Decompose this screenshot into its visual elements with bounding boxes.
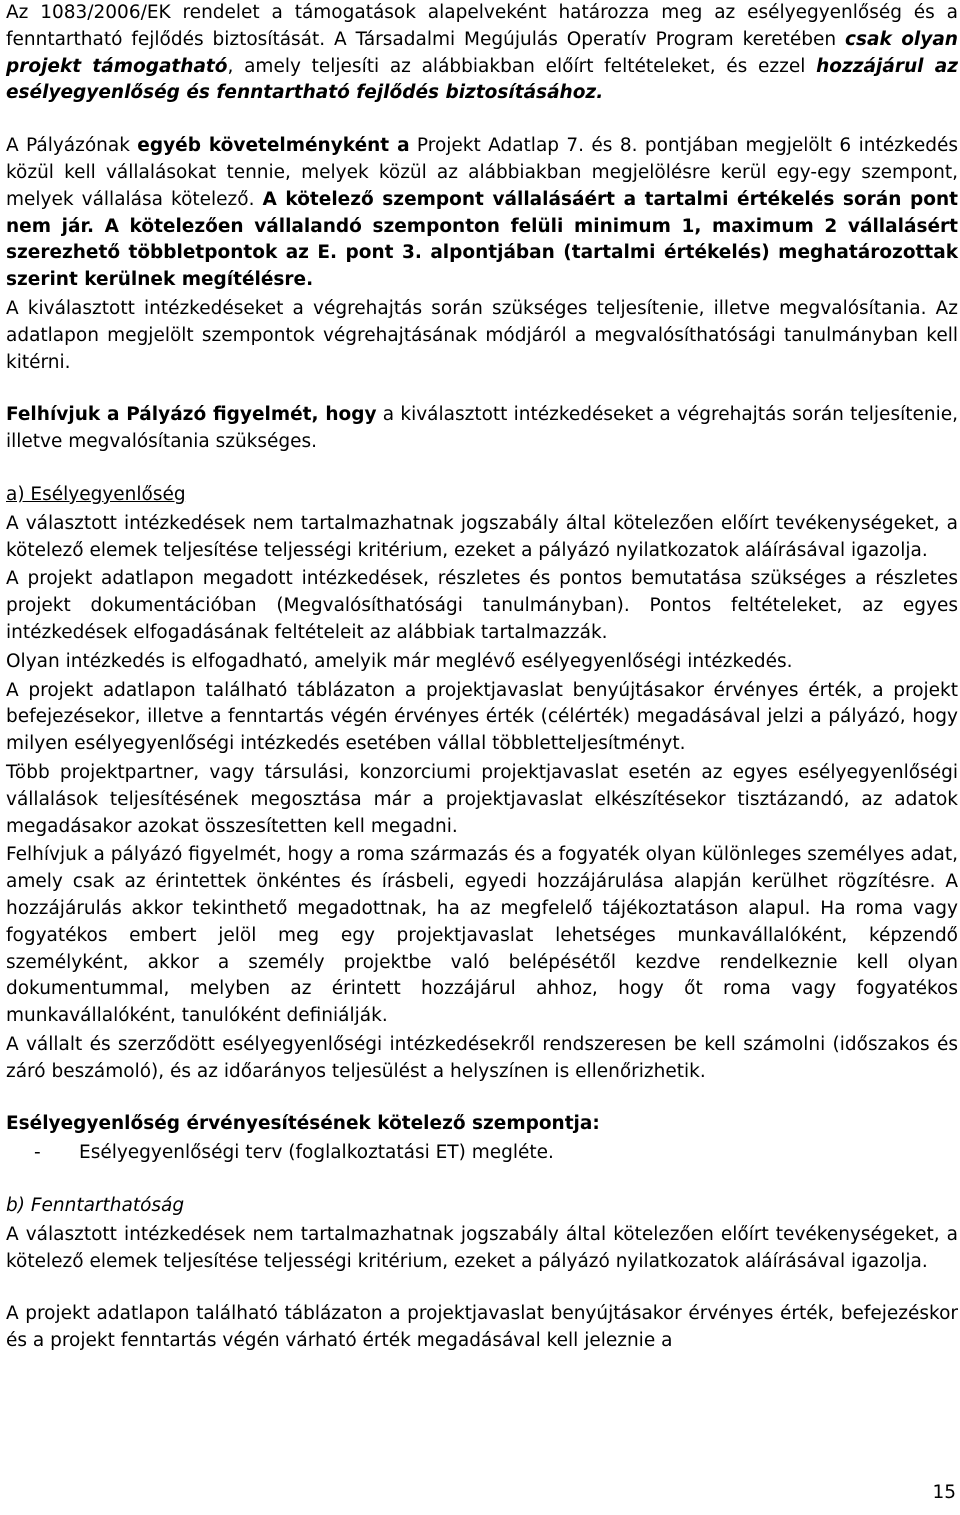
paragraph: A választott intézkedések nem tartalmazhatnak jogszabály által kötelezően előírt tevékenységeket, a kötelező elemek teljesítése teljességi kritérium, ezeket a pályázó nyilatkozatok aláírásával igazolja. [6, 512, 958, 561]
bold-text: A kötelező szempont vállalásáért a tartalmi értékelés során pont nem jár. A kötelezően vállalandó szemponton felüli minimum 1, maximum 2 vállalásért szerezhető többletpontok az E. pont 3. alpontjában (tartalmi értékelés) meghatározottak szerint kerülnek megítélésre. [6, 188, 958, 291]
paragraph-requirements: A Pályázónak egyéb követelményként a Projekt Adatlap 7. és 8. pontjában megjelölt 6 intézkedés közül kell vállalásokat tennie, melyek közül az alábbiakban megjelölésre kerül egy-egy szempont, melyek vállalása kötelező. A kötelező szempont vállalásáért a tartalmi értékelés során pont nem jár. A kötelezően vállalandó szemponton felüli minimum 1, maximum 2 vállalásért szerezhető többletpontok az E. pont 3. alpontjában (tartalmi értékelés) meghatározottak szerint kerülnek megítélésre. [6, 135, 958, 291]
section-heading-equal-opportunity: a) Esélyegyenlőség [6, 483, 186, 505]
paragraph: Olyan intézkedés is elfogadható, amelyik már meglévő esélyegyenlőségi intézkedés. [6, 650, 793, 672]
dash-marker: - [34, 1142, 41, 1164]
bold-text: Felhívjuk a Pályázó figyelmét, hogy [6, 404, 377, 426]
paragraph: Felhívjuk a pályázó figyelmét, hogy a roma származás és a fogyaték olyan különleges személyes adat, amely csak az érintettek önkéntes és írásbeli, egyedi hozzájárulása alapján kerülhet rögzítésre. A hozzájárulás akkor tekinthető megadottnak, ha az megfelelő tájékoztatáson alapul. Ha roma vagy fogyatékos embert jelöl meg egy projektjavaslat lehetséges munkavállalóként, képzendő személyként, akkor a személy projektbe való belépésétől kezdve rendelkeznie kell olyan dokumentummal, melyben az érintett hozzájárul ahhoz, hogy őt roma vagy fogyatékos munkavállalóként, tanulóként definiálják. [6, 844, 958, 1027]
paragraph: Több projektpartner, vagy társulási, konzorciumi projektjavaslat esetén az egyes esélyegyenlőségi vállalások teljesítésének megosztása már a projektjavaslat elkészítésekor tisztázandó, az adatok megadásakor azokat összesítetten kell megadni. [6, 761, 958, 837]
paragraph-attention: Felhívjuk a Pályázó figyelmét, hogy a kiválasztott intézkedéseket a végrehajtás során teljesítenie, illetve megvalósítania szükséges. [6, 404, 958, 453]
page-number: 15 [932, 1482, 956, 1503]
paragraph: A projekt adatlapon található táblázaton a projektjavaslat benyújtásakor érvényes érték, a projekt befejezésekor, illetve a fenntartás végén érvényes érték (célérték) megadásával jelzi a pályázó, hogy milyen esélyegyenlőségi intézkedés esetében vállal többletteljesítményt. [6, 679, 958, 755]
emphasis-text: hozzájárul az esélyegyenlőség és fenntartható fejlődés biztosításához. [6, 55, 958, 104]
section-heading-sustainability: b) Fenntarthatóság [6, 1195, 185, 1217]
paragraph: A vállalt és szerződött esélyegyenlőségi intézkedésekről rendszeresen be kell számolni (időszakos és záró beszámoló), és az időarányos teljesülést a helyszínen is ellenőrizhetik. [6, 1033, 958, 1082]
mandatory-aspect-heading: Esélyegyenlőség érvényesítésének kötelező szempontja: [6, 1113, 600, 1135]
bold-text: egyéb követelményként a [137, 135, 410, 157]
bullet-text: Esélyegyenlőségi terv (foglalkoztatási ET) megléte. [79, 1142, 554, 1164]
paragraph: A projekt adatlapon megadott intézkedések, részletes és pontos bemutatása szükséges a részletes projekt dokumentációban (Megvalósíthatósági tanulmányban). Pontos feltételeket, az egyes intézkedések elfogadásának feltételeit az alábbiak tartalmazzák. [6, 568, 958, 643]
bullet-item [6, 1140, 958, 1167]
document-page [6, 0, 958, 1357]
paragraph-selected-measures: A kiválasztott intézkedéseket a végrehajtás során szükséges teljesítenie, illetve megvalósítania. Az adatlapon megjelölt szempontok végrehajtásának módjáról a megvalósíthatósági tanulmányban kell kitérni. [6, 297, 958, 373]
paragraph: A választott intézkedések nem tartalmazhatnak jogszabály által kötelezően előírt tevékenységeket, a kötelező elemek teljesítése teljességi kritérium, ezeket a pályázó nyilatkozatok aláírásával igazolja. [6, 1223, 958, 1272]
emphasis-text: csak olyan projekt támogatható [6, 28, 958, 77]
paragraph-intro: Az 1083/2006/EK rendelet a támogatások alapelveként határozza meg az esélyegyenlőség és a fenntartható fejlődés biztosítását. A Társadalmi Megújulás Operatív Program keretében csak olyan projekt támogatható, amely teljesíti az alábbiakban előírt feltételeket, és ezzel hozzájárul az esélyegyenlőség és fenntartható fejlődés biztosításához. [6, 2, 958, 104]
paragraph: A projekt adatlapon található táblázaton a projektjavaslat benyújtásakor érvényes érték, befejezéskor és a projekt fenntartás végén várható érték megadásával kell jeleznie a [6, 1303, 958, 1352]
